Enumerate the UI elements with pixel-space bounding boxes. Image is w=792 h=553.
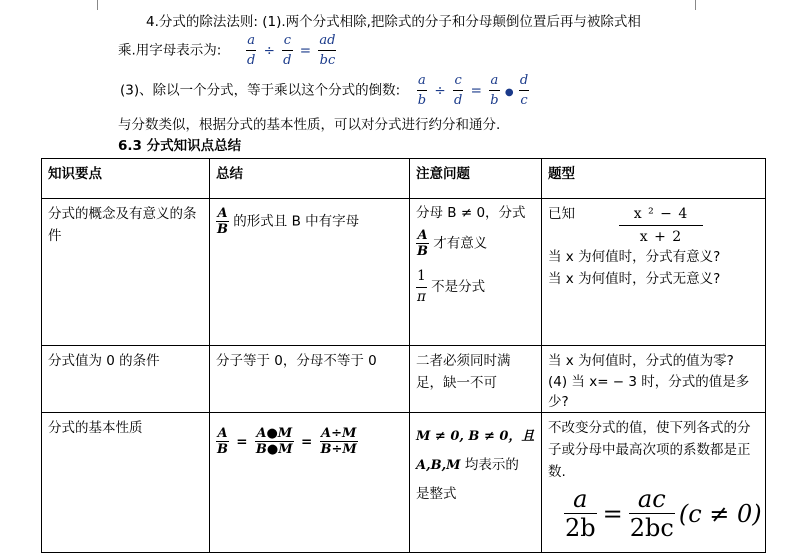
basic-property-label: 分式的基本性质 <box>48 420 143 436</box>
sign-adjustment-question: 不改变分式的值，使下列各式的分子或分母中最高次项的系数都是正数. <box>548 420 751 480</box>
question-value-at-minus3: (4) 当 x= − 3 时，分式的值是多少? <box>548 374 750 410</box>
simplification-note: 与分数类似，根据分式的基本性质，可以对分式进行约分和通分. <box>118 117 501 133</box>
meaningful-text: 才有意义 <box>433 235 488 252</box>
summary-table <box>41 158 766 553</box>
equals-sign: = <box>236 433 248 450</box>
zero-value-questions <box>542 346 765 412</box>
reciprocal-rule-line <box>120 74 529 107</box>
denominator-nonzero-text: 分母 B ≠ 0，分式 <box>416 205 526 221</box>
fraction-a-over-b: $\frac{a}{b}$ <box>490 73 499 108</box>
table-cell <box>410 413 542 553</box>
division-rule-line1: 4.分式的除法法则: (1).两个分式相除,把除式的分子和分母颠倒位置后再与被除式相 <box>146 14 641 30</box>
zero-value-attention: 二者必须同时满足，缺一不可 <box>416 353 511 391</box>
fraction-d-over-c: $\frac{d}{c}$ <box>519 73 529 108</box>
fraction-1-over-pi: $\frac{1}{\pi}$ <box>417 268 426 305</box>
fraction-a-over-d: $\frac{a}{d}$ <box>246 33 256 68</box>
fraction-a-over-2b: $\frac{a}{2b}$ <box>565 485 596 542</box>
fraction-c-over-d: $\frac{c}{d}$ <box>454 73 463 108</box>
header-cell <box>542 159 766 199</box>
table-cell <box>42 413 210 553</box>
header-knowledge-point: 知识要点 <box>48 166 102 182</box>
question-value-zero: 当 x 为何值时，分式的值为零? <box>548 353 734 369</box>
question-meaningful: 当 x 为何值时，分式有意义? <box>548 249 721 265</box>
polynomial-text-end: 是整式 <box>416 486 457 502</box>
equals-sign: = <box>300 433 313 450</box>
table-cell <box>42 199 210 346</box>
fraction-a-over-b: $\frac{A}{B}$ <box>217 206 228 237</box>
header-cell <box>210 159 410 199</box>
fraction-definition <box>210 199 409 236</box>
fraction-ad-over-bc: $\frac{ad}{bc}$ <box>319 33 336 68</box>
table-cell <box>42 346 210 413</box>
division-rule-prefix: 乘.用字母表示为: <box>118 42 222 59</box>
concept-label: 分式的概念及有意义的条件 <box>48 206 197 244</box>
divide-sign: ÷ <box>434 82 446 99</box>
fraction-ac-over-2bc: $\frac{ac}{2bc}$ <box>629 485 674 542</box>
fraction-a-over-b: $\frac{A}{B}$ <box>217 426 228 457</box>
table-row <box>42 199 766 346</box>
page-margin-mark <box>97 0 98 10</box>
zero-value-condition-label: 分式值为 0 的条件 <box>48 353 160 369</box>
fraction-definition-text: 的形式且 B 中有字母 <box>233 213 360 230</box>
table-cell <box>410 346 542 413</box>
polynomial-text: 均表示的 <box>464 457 519 473</box>
section-title: 6.3 分式知识点总结 <box>118 138 242 154</box>
header-cell <box>410 159 542 199</box>
basic-property-formula <box>210 413 409 456</box>
table-cell <box>542 346 766 413</box>
fraction-x2-4-over-x-2: $\frac{\text{x ² − 4}}{x + 2}$ <box>619 207 703 244</box>
basic-property-attention <box>410 413 541 508</box>
table-cell <box>542 413 766 553</box>
divide-sign: ÷ <box>263 42 275 59</box>
sign-formula <box>542 483 765 540</box>
known-label: 已知 <box>548 206 575 222</box>
table-header-row <box>42 159 766 199</box>
table-cell <box>210 199 410 346</box>
fraction-am-over-bm: $\frac{A●M}{B●M}$ <box>255 426 293 457</box>
fraction-c-over-d: $\frac{c}{d}$ <box>283 33 292 68</box>
fraction-a-over-b: $\frac{a}{b}$ <box>417 73 427 108</box>
page-margin-mark <box>695 0 696 10</box>
meaningful-condition <box>410 199 541 304</box>
table-row <box>42 346 766 413</box>
question-known <box>542 199 765 290</box>
zero-value-summary: 分子等于 0，分母不等于 0 <box>216 353 377 369</box>
header-summary: 总结 <box>216 166 243 182</box>
question-meaningless: 当 x 为何值时，分式无意义? <box>548 271 721 287</box>
fraction-a-over-b: $\frac{A}{B}$ <box>417 228 428 259</box>
multiply-dot: ● <box>504 86 514 98</box>
header-attention: 注意问题 <box>416 166 470 182</box>
table-row <box>42 413 766 553</box>
division-rule-line2 <box>118 34 336 67</box>
condition-c-nonzero: (c ≠ 0) <box>678 499 762 528</box>
table-cell <box>210 413 410 553</box>
equals-sign: = <box>602 499 623 528</box>
not-fraction-text: 不是分式 <box>431 279 486 295</box>
header-cell <box>42 159 210 199</box>
header-question-type: 题型 <box>548 166 575 182</box>
polynomial-symbols: A,B,M <box>416 458 461 473</box>
table-cell <box>210 346 410 413</box>
table-cell <box>542 199 766 346</box>
reciprocal-rule-prefix: (3)、除以一个分式，等于乘以这个分式的倒数: <box>120 82 401 99</box>
table-cell <box>410 199 542 346</box>
fraction-a-div-m-over-b-div-m: $\frac{A\div M}{B\div M}$ <box>320 426 357 457</box>
equals-sign: = <box>470 82 482 99</box>
nonzero-condition-text: M ≠ 0, B ≠ 0，且 <box>416 429 535 444</box>
equals-sign: = <box>299 42 312 59</box>
